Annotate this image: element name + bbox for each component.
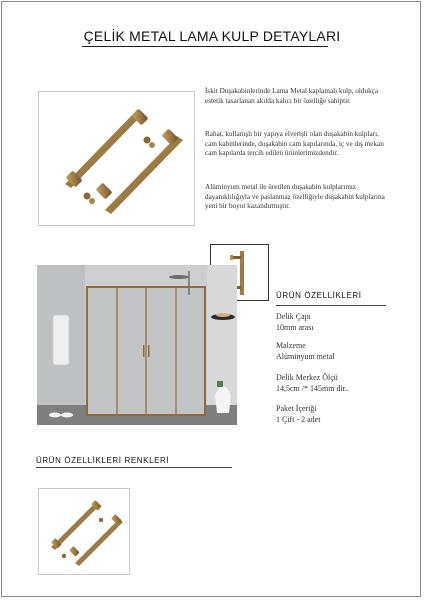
- colors-underline: [36, 467, 232, 468]
- handle-image-main: [38, 91, 195, 226]
- spec-value: 1 Çift - 2 adet: [276, 414, 321, 424]
- features-heading: ÜRÜN ÖZELLİKLERİ: [276, 291, 362, 300]
- features-underline: [276, 305, 386, 306]
- spec-label: Delik Merkez Ölçü: [276, 373, 338, 382]
- spec-label: Malzeme: [276, 341, 306, 350]
- spec-value: 14,5cm /* 145mm dir..: [276, 383, 349, 393]
- colors-heading: ÜRÜN ÖZELLİKLERİ RENKLERİ: [36, 456, 170, 465]
- handle-image-color: [38, 488, 130, 575]
- spec-value: 10mm arası: [276, 322, 314, 332]
- handle-color-illustration: [39, 489, 129, 574]
- spec-package: [276, 404, 320, 425]
- description-paragraph-1: İskit Duşakabinlerinde Lama Metal kaplamalı kulp, oldukça estetik tasarlanan akılda kalıcı bir özelliğe sahiptir.: [205, 87, 379, 105]
- spec-label: Paket İçeriği: [276, 404, 317, 413]
- title-underline: [82, 46, 328, 47]
- spec-material: [276, 341, 334, 362]
- handle-illustration: [39, 92, 194, 225]
- spec-hole-center: [276, 373, 349, 394]
- description-paragraph-3: Alüminyum metal ile üretilen duşakabin kulplarımız dayanıklılığıyla ve paslanmaz özelliğiyle duşakabin kulplarına yeni bir boyut kazandırmıştır.: [205, 183, 385, 211]
- page-title: ÇELİK METAL LAMA KULP DETAYLARI: [83, 28, 341, 44]
- spec-value: Alüminyum metal: [276, 351, 335, 361]
- spec-label: Delik Çapı: [276, 312, 311, 321]
- description-paragraph-2: Rahat, kullanışlı bir yapıya elverişli olan duşakabin kulpları, cam kabinlerinde, duşakabin cam kapılarında, iç ve dış mekan cam kapılarda tercih edilen ürünlerimizdendir.: [205, 130, 384, 158]
- shower-cabin-photo: [37, 265, 237, 425]
- spec-hole-diameter: [276, 312, 314, 333]
- shower-scene: [37, 265, 237, 425]
